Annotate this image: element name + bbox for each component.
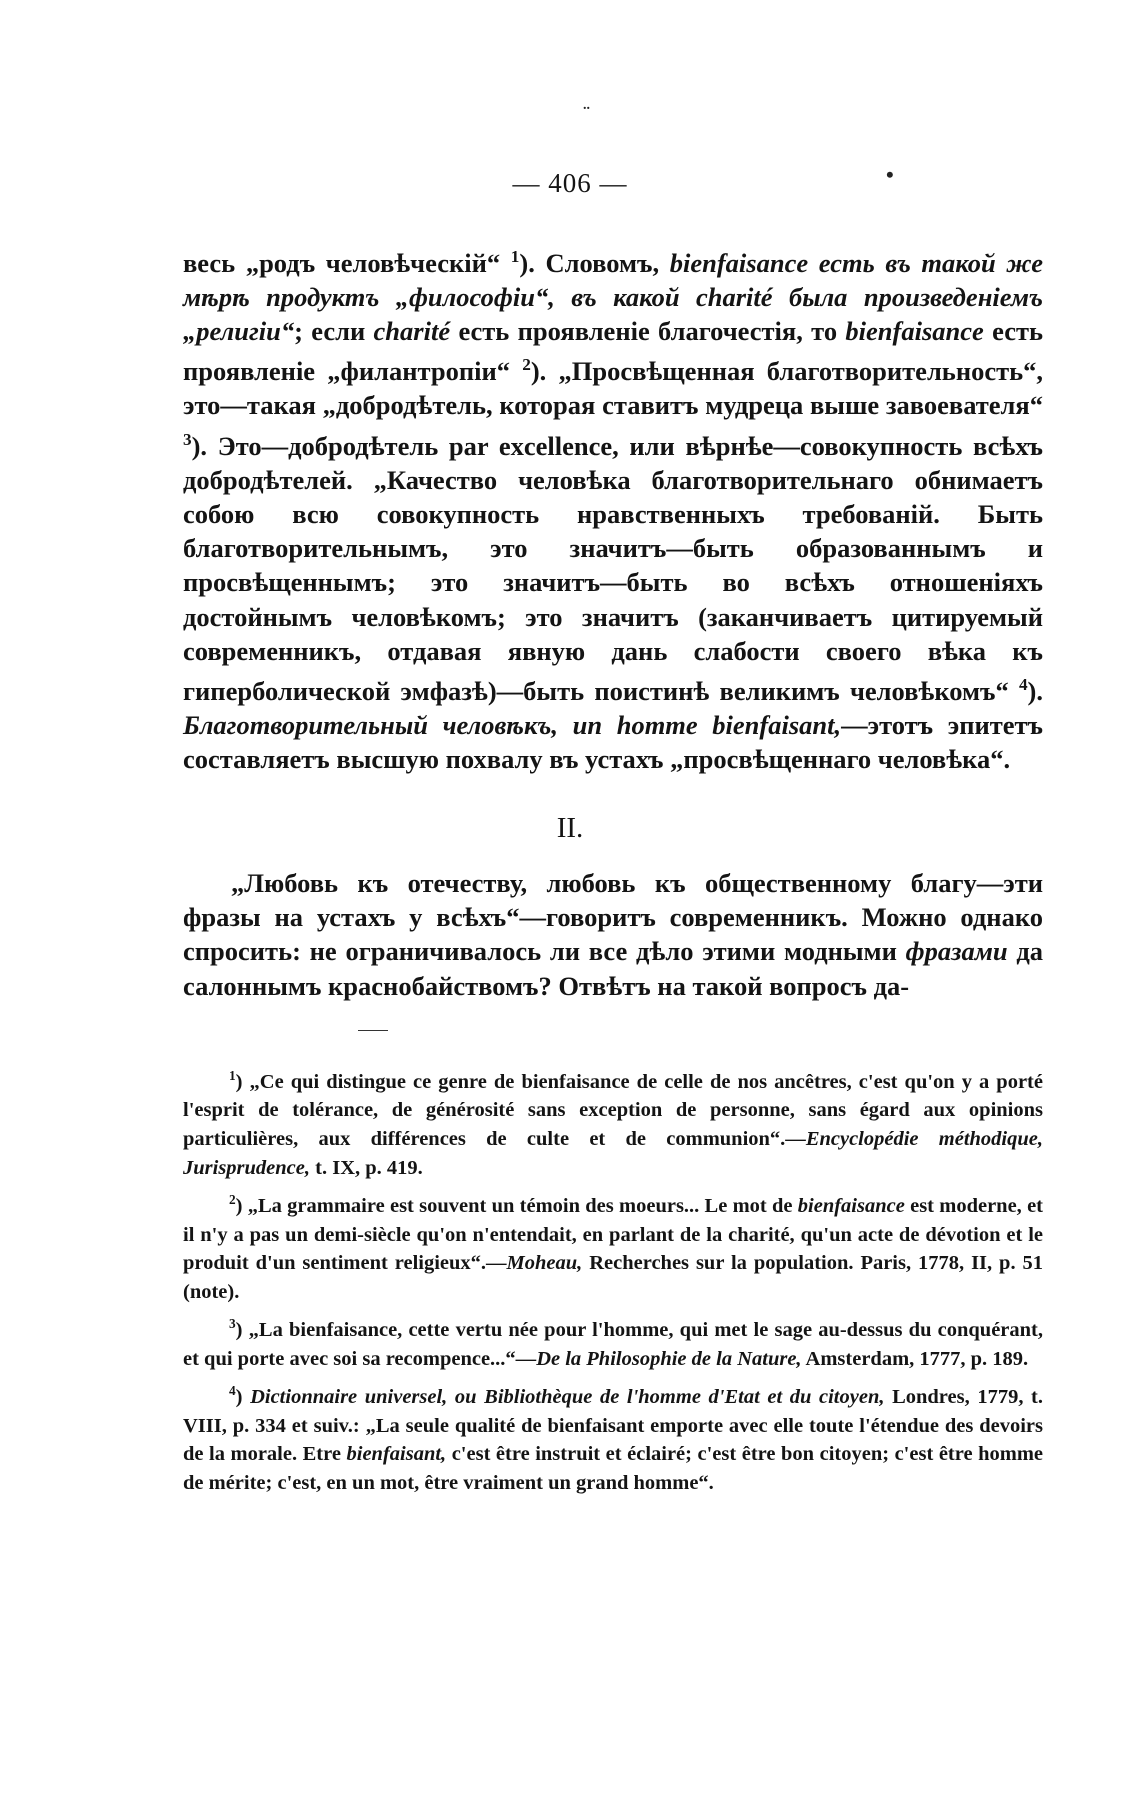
footnote-ref: 1 — [510, 247, 520, 266]
paragraph-1 — [183, 240, 1043, 776]
text-run: bienfaisant, — [346, 1443, 447, 1466]
footnote-ref: 4 — [1018, 674, 1028, 694]
text-run: ) „La bienfaisance, cette vertu née pour l'homme, qui met le sage au-dessus du conquérant, et qui porte avec soi sa recompence...“— — [183, 1319, 1043, 1370]
text-run: charité — [373, 316, 451, 347]
footnote-ref: 2 — [229, 1192, 236, 1208]
text-run: Amsterdam, 1777, p. 189. — [801, 1347, 1029, 1370]
text-run: bienfaisance есть въ такой же мѣрѣ продуктъ „философіи“, въ какой charité была произведеніемъ „религіи“ — [183, 247, 1043, 347]
section-paragraph — [183, 866, 1043, 1003]
text-run: ) — [235, 1386, 251, 1409]
text-run: фразами — [905, 936, 1008, 967]
text-run: est moderne, et il n'y a pas un demi-siècle qu'on n'entendait, en parlant de la charité, qu'un acte de dévotion et le produit d'un sentiment religieux“.— — [183, 1195, 1043, 1275]
footnote-4 — [183, 1377, 1043, 1497]
footnote-ref: 3 — [183, 429, 192, 449]
text-run: Recherches sur la population. Paris, 1778, II, p. 51 (note). — [183, 1252, 1043, 1303]
text-run: ). — [1027, 675, 1043, 706]
footnote-ref: 3 — [229, 1316, 236, 1332]
stray-mark-right: • — [886, 162, 894, 187]
page-number: — 406 — — [512, 168, 628, 198]
text-run: ) „La grammaire est souvent un témoin des moeurs... Le mot de — [235, 1195, 798, 1218]
text-run: bienfaisance — [845, 316, 984, 347]
text-run: ). Словомъ, — [519, 247, 670, 278]
text-run: есть проявленіе благочестія, то — [450, 316, 846, 347]
text-run: Dictionnaire universel, ou Bibliothèque de l'homme d'Etat et du citoyen, — [250, 1386, 885, 1409]
section-heading: II. — [556, 812, 584, 844]
main-paragraph — [183, 240, 1043, 776]
stray-mark-top: .. — [583, 98, 590, 113]
text-run: —этотъ эпитетъ составляетъ высшую похвалу въ устахъ „просвѣщеннаго человѣка“. — [183, 709, 1043, 775]
text-run: ; если — [294, 316, 374, 347]
text-run: Londres, 1779, t. VIII, p. 334 et suiv.: „La seule qualité de bienfaisant emporte avec elle toute l'étendue des devoirs de la morale. Etre — [183, 1386, 1044, 1466]
footnote-ref: 2 — [522, 355, 531, 375]
text-run: ). Это—добродѣтель par excellence, или вѣрнѣе—совокупность всѣхъ добродѣтелей. „Качество человѣка благотворительнаго обнимаетъ собою всю совокупность нравственныхъ требованій. Быть благотворительнымъ, это значитъ—быть образованнымъ и просвѣщеннымъ; это значитъ—быть во всѣхъ отношеніяхъ достойнымъ человѣкомъ; это значитъ (заканчиваетъ цитируемый современникъ, отдавая явную дань слабости своего вѣка къ гиперболической эмфазѣ)—быть поистинѣ великимъ человѣкомъ“ — [183, 430, 1043, 706]
text-run: t. IX, p. 419. — [310, 1156, 423, 1179]
text-run: De la Philosophie de la Nature, — [536, 1347, 802, 1370]
footnote-ref: 4 — [229, 1383, 236, 1399]
text-run: весь „родъ человѣческій“ — [183, 247, 511, 278]
text-run: да салоннымъ краснобайствомъ? Отвѣтъ на такой вопросъ да- — [183, 936, 1044, 1001]
text-run: „Любовь къ отечеству, любовь къ общественному благу—эти фразы на устахъ у всѣхъ“—говоритъ современникъ. Можно однако спросить: не ограничивалось ли все дѣло этими модными — [183, 868, 1043, 967]
text-run: bienfaisance — [797, 1195, 905, 1218]
text-run: ) „Ce qui distingue ce genre de bienfaisance de celle de nos ancêtres, c'est qu'on y a porté l'esprit de tolérance, de générosité sans exception de personne, sans égard aux opinions particulières, aux différences de culte et de communion“.— — [183, 1070, 1043, 1151]
footnote-ref: 1 — [229, 1068, 236, 1083]
footnote-1 — [183, 1062, 1043, 1182]
footnotes — [183, 1062, 1043, 1502]
footnote-3 — [183, 1310, 1043, 1373]
text-run: Благотворительный человѣкъ, un homme bienfaisant, — [183, 709, 842, 740]
text-run: есть проявленіе „филантропіи“ — [183, 316, 1043, 387]
text-run: ). „Просвѣщенная благотворительность“, это—такая „добродѣтель, которая ставитъ мудреца выше завоевателя“ — [183, 356, 1044, 421]
footnote-2 — [183, 1186, 1043, 1306]
text-run: c'est être instruit et éclairé; c'est être bon citoyen; c'est être homme de mérite; c'est, en un mot, être vraiment un grand homme“. — [183, 1443, 1044, 1495]
text-run: Moheau, — [506, 1252, 583, 1275]
text-run: Encyclopédie méthodique, Jurisprudence, — [183, 1128, 1044, 1179]
paragraph-2 — [183, 866, 1043, 1003]
footnote-divider — [358, 1030, 388, 1031]
